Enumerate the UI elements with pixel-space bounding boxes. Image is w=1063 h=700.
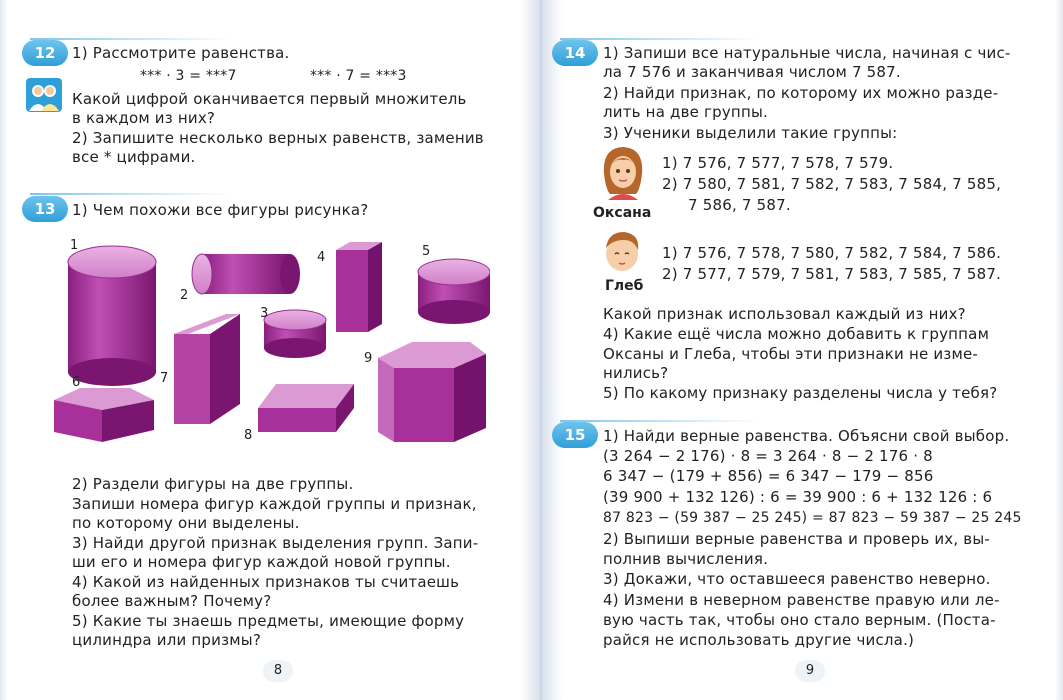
task15-line-5: 2) Выпиши верные равенства и проверь их, вы- <box>603 530 990 548</box>
oksana-group2-cont: 7 586, 7 587. <box>688 196 791 214</box>
gleb-name: Глеб <box>605 278 644 294</box>
page-number-left: 8 <box>263 660 293 682</box>
task14-top-1: ла 7 576 и заканчивая числом 7 587. <box>603 63 901 81</box>
task13-q3b: ши его и номера фигур каждой новой группы. <box>72 553 451 571</box>
figure-label-1: 1 <box>70 238 79 253</box>
task13-q3: 3) Найди другой признак выделения групп. Запи- <box>72 534 479 552</box>
task12-badge: 12 <box>22 40 68 66</box>
page-edge-left <box>0 0 8 700</box>
task14-top-3: лить на две группы. <box>603 103 768 121</box>
task15-badge: 15 <box>552 422 598 448</box>
task14-bottom-0: Какой признак использовал каждый из них? <box>603 305 966 323</box>
task12-rule <box>30 38 230 40</box>
book-spine <box>520 0 562 700</box>
oksana-group2: 2) 7 580, 7 581, 7 582, 7 583, 7 584, 7 585, <box>662 175 1002 193</box>
task15-line-3: (39 900 + 132 126) : 6 = 39 900 : 6 + 132 126 : 6 <box>603 488 993 506</box>
figure-2-cylinder <box>192 254 300 294</box>
task14-bottom-1: 4) Какие ещё числа можно добавить к группам <box>603 325 990 343</box>
task13-q4: 4) Какой из найденных признаков ты считаешь <box>72 573 460 591</box>
task15-line-2: 6 347 − (179 + 856) = 6 347 − 179 − 856 <box>603 467 934 485</box>
task12-line5: все * цифрами. <box>72 148 196 166</box>
oksana-group1: 1) 7 576, 7 577, 7 578, 7 579. <box>662 154 894 172</box>
figure-label-5: 5 <box>422 244 431 259</box>
task14-rule <box>560 38 760 40</box>
figure-label-4: 4 <box>317 250 326 265</box>
figure-8-prism <box>258 384 354 432</box>
task12-line2: Какой цифрой оканчивается первый множитель <box>72 90 467 108</box>
task14-badge: 14 <box>552 40 598 66</box>
figure-3-cylinder <box>264 310 326 358</box>
task14-top-0: 1) Запиши все натуральные числа, начиная с чис- <box>603 44 1011 62</box>
figure-5-cylinder <box>418 259 490 324</box>
oksana-name: Оксана <box>593 205 652 221</box>
oksana-portrait <box>600 144 646 200</box>
task13-q2: 2) Раздели фигуры на две группы. <box>72 475 354 493</box>
figure-label-8: 8 <box>244 428 253 443</box>
figure-label-2: 2 <box>180 288 189 303</box>
task13-q5: 5) Какие ты знаешь предметы, имеющие форму <box>72 612 465 630</box>
task12-line1: 1) Рассмотрите равенства. <box>72 44 290 62</box>
figure-4-prism <box>336 242 382 332</box>
task13-badge: 13 <box>22 196 68 222</box>
task13-rule <box>30 193 230 195</box>
task14-bottom-3: нились? <box>603 364 669 382</box>
figure-label-3: 3 <box>260 306 269 321</box>
figure-label-7: 7 <box>160 371 169 386</box>
figures-illustration <box>50 232 490 452</box>
task15-line-8: 4) Измени в неверном равенстве правую или ле- <box>603 591 1000 609</box>
task13-q4b: более важным? Почему? <box>72 592 272 610</box>
gleb-group1: 1) 7 576, 7 578, 7 580, 7 582, 7 584, 7 586. <box>662 244 1002 262</box>
task13-q5b: цилиндра или призмы? <box>72 631 261 649</box>
task15-line-6: полнив вычисления. <box>603 550 769 568</box>
task14-top-2: 2) Найди признак, по которому их можно разде- <box>603 84 999 102</box>
task14-top-4: 3) Ученики выделили такие группы: <box>603 124 898 142</box>
task12-line3: в каждом из них? <box>72 109 216 127</box>
task15-line-9: вую часть так, чтобы оно стало верным. (Поста- <box>603 611 996 629</box>
figure-6-prism <box>54 388 154 442</box>
task12-line4: 2) Запишите несколько верных равенств, заменив <box>72 129 484 147</box>
task15-line-1: (3 264 − 2 176) · 8 = 3 264 · 8 − 2 176 · 8 <box>603 447 933 465</box>
task15-line-0: 1) Найди верные равенства. Объясни свой выбор. <box>603 427 1010 445</box>
pairs-work-icon <box>26 78 62 112</box>
task14-bottom-2: Оксаны и Глеба, чтобы эти признаки не изме- <box>603 345 979 363</box>
figure-7-prism <box>174 314 240 424</box>
figure-label-9: 9 <box>364 351 373 366</box>
task13-q2c: по которому они выделены. <box>72 514 300 532</box>
task15-line-4: 87 823 − (59 387 − 25 245) = 87 823 − 59 387 − 25 245 <box>603 510 1022 526</box>
figure-9-prism <box>378 342 486 442</box>
page-edge-right <box>1055 0 1063 700</box>
task15-line-7: 3) Докажи, что оставшееся равенство неверно. <box>603 570 991 588</box>
gleb-portrait <box>600 228 644 274</box>
task12-eq2: *** · 7 = ***3 <box>310 68 407 84</box>
task15-line-10: райся не использовать другие числа.) <box>603 631 915 649</box>
gleb-group2: 2) 7 577, 7 579, 7 581, 7 583, 7 585, 7 587. <box>662 265 1002 283</box>
task14-bottom-4: 5) По какому признаку разделены числа у тебя? <box>603 384 998 402</box>
task15-rule <box>560 420 760 422</box>
task13-line1: 1) Чем похожи все фигуры рисунка? <box>72 201 369 219</box>
task13-q2b: Запиши номера фигур каждой группы и признак, <box>72 495 477 513</box>
figure-label-6: 6 <box>72 375 81 390</box>
task12-eq1: *** · 3 = ***7 <box>140 68 237 84</box>
figure-1-cylinder <box>68 246 156 386</box>
page-number-right: 9 <box>795 660 825 682</box>
